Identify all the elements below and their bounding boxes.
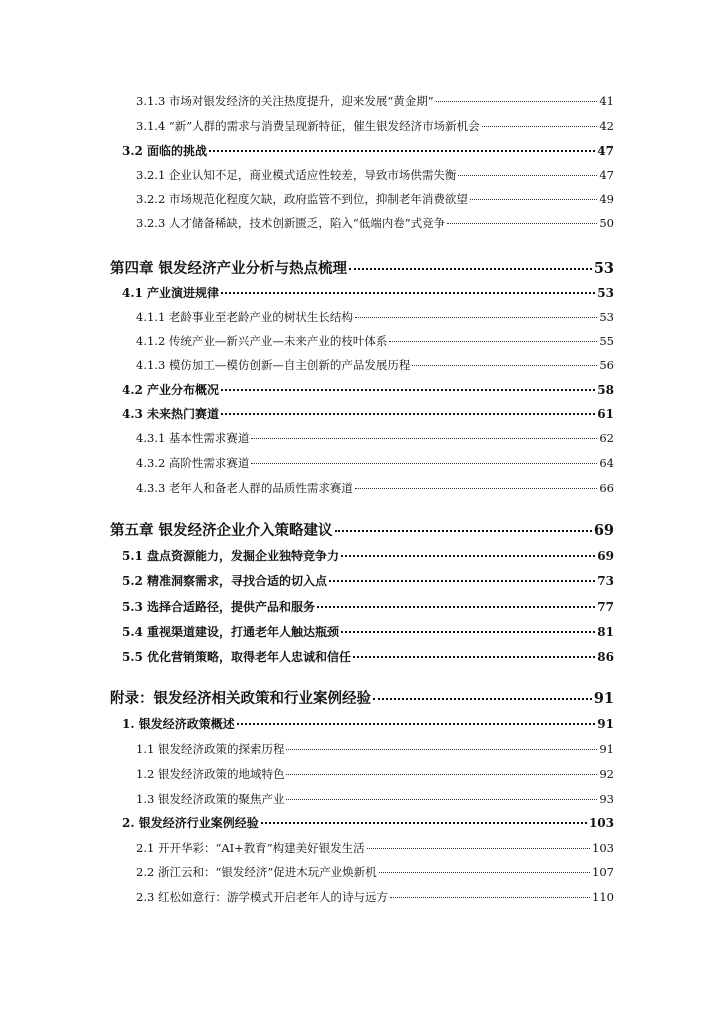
toc-entry-title: 5.4 重视渠道建设，打通老年人触达瓶颈	[122, 625, 340, 639]
dot-leader	[390, 897, 590, 898]
toc-page-number: 91	[593, 690, 614, 707]
toc-page-number: 56	[599, 358, 614, 372]
dot-leader	[447, 223, 597, 224]
dot-leader	[470, 199, 597, 200]
dot-leader	[349, 268, 592, 270]
toc-entry-title: 5.3 选择合适路径，提供产品和服务	[122, 600, 316, 614]
toc-page-number: 86	[597, 650, 614, 664]
toc-page-number: 55	[599, 334, 614, 348]
toc-entry-title: 1.2 银发经济政策的地域特色	[136, 767, 285, 781]
dot-leader	[221, 389, 595, 391]
toc-page-number: 42	[599, 119, 614, 133]
toc-entry-title: 4.3 未来热门赛道	[122, 407, 220, 421]
dot-leader	[436, 101, 598, 102]
toc-entry-title: 5.5 优化营销策略，取得老年人忠诚和信任	[122, 650, 352, 664]
toc-section-entry[interactable]	[122, 599, 614, 615]
toc-page-number: 50	[599, 216, 614, 230]
toc-page-number: 47	[599, 168, 614, 182]
toc-page-number: 103	[588, 816, 614, 830]
toc-entry-title: 4.2 产业分布概况	[122, 383, 220, 397]
toc-entry-title: 1.3 银发经济政策的聚焦产业	[136, 792, 285, 806]
toc-page-number: 62	[599, 431, 614, 445]
dot-leader	[286, 774, 597, 775]
toc-page-number: 66	[599, 481, 614, 495]
toc-page-number: 110	[592, 890, 614, 904]
toc-entry-title: 2. 银发经济行业案例经验	[122, 816, 259, 830]
toc-entry-title: 4.1.2 传统产业—新兴产业—未来产业的枝叶体系	[136, 334, 388, 348]
dot-leader	[341, 555, 595, 557]
toc-entry-title: 3.2.2 市场规范化程度欠缺，政府监管不到位，抑制老年消费欲望	[136, 192, 468, 206]
toc-entry-title: 3.1.3 市场对银发经济的关注热度提升，迎来发展“黄金期”	[136, 94, 434, 108]
toc-entry-title: 3.2 面临的挑战	[122, 144, 208, 158]
toc-section-entry[interactable]	[122, 573, 614, 589]
toc-page-number: 64	[599, 456, 614, 470]
toc-subsection-entry[interactable]	[136, 215, 614, 231]
toc-section-entry[interactable]	[122, 624, 614, 640]
toc-subsection-entry[interactable]	[136, 333, 614, 349]
toc-entry-title: 4.1 产业演进规律	[122, 286, 220, 300]
dot-leader	[286, 799, 597, 800]
dot-leader	[261, 822, 587, 824]
toc-page-number: 53	[597, 286, 614, 300]
dot-leader	[329, 580, 595, 582]
dot-leader	[221, 292, 595, 294]
dot-leader	[209, 150, 595, 152]
toc-subsection-entry[interactable]	[136, 93, 614, 109]
toc-entry-title: 4.1.1 老龄事业至老龄产业的树状生长结构	[136, 310, 353, 324]
toc-page-number: 93	[599, 792, 614, 806]
dot-leader	[355, 488, 597, 489]
toc-subsection-entry[interactable]	[136, 889, 614, 905]
toc-subsection-entry[interactable]	[136, 455, 614, 471]
toc-subsection-entry[interactable]	[136, 480, 614, 496]
toc-subsection-entry[interactable]	[136, 191, 614, 207]
toc-entry-title: 2.2 浙江云和：“银发经济”促进木玩产业焕新机	[136, 865, 377, 879]
toc-entry-title: 2.3 红松如意行：游学模式开启老年人的诗与远方	[136, 890, 388, 904]
toc-entry-title: 2.1 开开华彩：“AI+教育”构建美好银发生活	[136, 841, 365, 855]
toc-section-entry[interactable]	[122, 143, 614, 159]
toc-chapter-entry[interactable]	[110, 689, 614, 709]
dot-leader	[251, 463, 597, 464]
dot-leader	[251, 438, 597, 439]
toc-page-number: 69	[597, 549, 614, 563]
toc-page-number: 69	[593, 522, 614, 539]
toc-subsection-entry[interactable]	[136, 430, 614, 446]
toc-entry-title: 3.1.4 “新”人群的需求与消费呈现新特征，催生银发经济市场新机会	[136, 119, 480, 133]
toc-section-entry[interactable]	[122, 382, 614, 398]
dot-leader	[367, 848, 590, 849]
toc-chapter-entry[interactable]	[110, 521, 614, 541]
dot-leader	[373, 698, 592, 700]
toc-subsection-entry[interactable]	[136, 791, 614, 807]
toc-entry-title: 5.1 盘点资源能力，发掘企业独特竞争力	[122, 549, 340, 563]
toc-page-number: 61	[597, 407, 614, 421]
toc-page-number: 53	[599, 310, 614, 324]
toc-entry-title: 附录：银发经济相关政策和行业案例经验	[110, 690, 371, 707]
toc-entry-title: 1. 银发经济政策概述	[122, 717, 235, 731]
dot-leader	[286, 749, 597, 750]
toc-page-number: 73	[597, 574, 614, 588]
toc-page-number: 41	[599, 94, 614, 108]
toc-subsection-entry[interactable]	[136, 357, 614, 373]
toc-section-entry[interactable]	[122, 716, 614, 732]
dot-leader	[355, 317, 597, 318]
toc-entry-title: 第五章 银发经济企业介入策略建议	[110, 522, 333, 539]
toc-page-number: 58	[597, 383, 614, 397]
toc-page-number: 91	[599, 742, 614, 756]
toc-entry-title: 4.3.2 高阶性需求赛道	[136, 456, 250, 470]
toc-entry-title: 3.2.3 人才储备稀缺，技术创新匮乏，陷入“低端内卷”式竞争	[136, 216, 446, 230]
toc-subsection-entry[interactable]	[136, 864, 614, 880]
toc-section-entry[interactable]	[122, 285, 614, 301]
toc-page-number: 103	[592, 841, 614, 855]
dot-leader	[379, 872, 590, 873]
toc-section-entry[interactable]	[122, 815, 614, 831]
toc-entry-title: 4.3.1 基本性需求赛道	[136, 431, 250, 445]
toc-entry-title: 4.1.3 模仿加工—模仿创新—自主创新的产品发展历程	[136, 358, 411, 372]
toc-entry-title: 3.2.1 企业认知不足，商业模式适应性较差，导致市场供需失衡	[136, 168, 457, 182]
toc-page-number: 92	[599, 767, 614, 781]
toc-page-number: 107	[592, 865, 614, 879]
toc-page-number: 77	[597, 600, 614, 614]
toc-subsection-entry[interactable]	[136, 309, 614, 325]
dot-leader	[458, 175, 597, 176]
dot-leader	[389, 341, 597, 342]
dot-leader	[353, 656, 595, 658]
toc-page-number: 81	[597, 625, 614, 639]
toc-subsection-entry[interactable]	[136, 766, 614, 782]
toc-subsection-entry[interactable]	[136, 118, 614, 134]
toc-chapter-entry[interactable]	[110, 259, 614, 279]
toc-subsection-entry[interactable]	[136, 840, 614, 856]
dot-leader	[335, 530, 592, 532]
toc-entry-title: 5.2 精准洞察需求，寻找合适的切入点	[122, 574, 328, 588]
dot-leader	[237, 723, 596, 725]
toc-page-number: 53	[593, 260, 614, 277]
toc-section-entry[interactable]	[122, 649, 614, 665]
dot-leader	[341, 631, 595, 633]
toc-section-entry[interactable]	[122, 406, 614, 422]
dot-leader	[482, 126, 598, 127]
toc-entry-title: 1.1 银发经济政策的探索历程	[136, 742, 285, 756]
toc-subsection-entry[interactable]	[136, 741, 614, 757]
toc-section-entry[interactable]	[122, 548, 614, 564]
toc-page-number: 47	[597, 144, 614, 158]
dot-leader	[412, 365, 597, 366]
toc-page-number: 91	[597, 717, 614, 731]
toc-page-number: 49	[599, 192, 614, 206]
dot-leader	[317, 606, 595, 608]
dot-leader	[221, 413, 595, 415]
toc-entry-title: 第四章 银发经济产业分析与热点梳理	[110, 260, 348, 277]
toc-entry-title: 4.3.3 老年人和备老人群的品质性需求赛道	[136, 481, 353, 495]
toc-subsection-entry[interactable]	[136, 167, 614, 183]
